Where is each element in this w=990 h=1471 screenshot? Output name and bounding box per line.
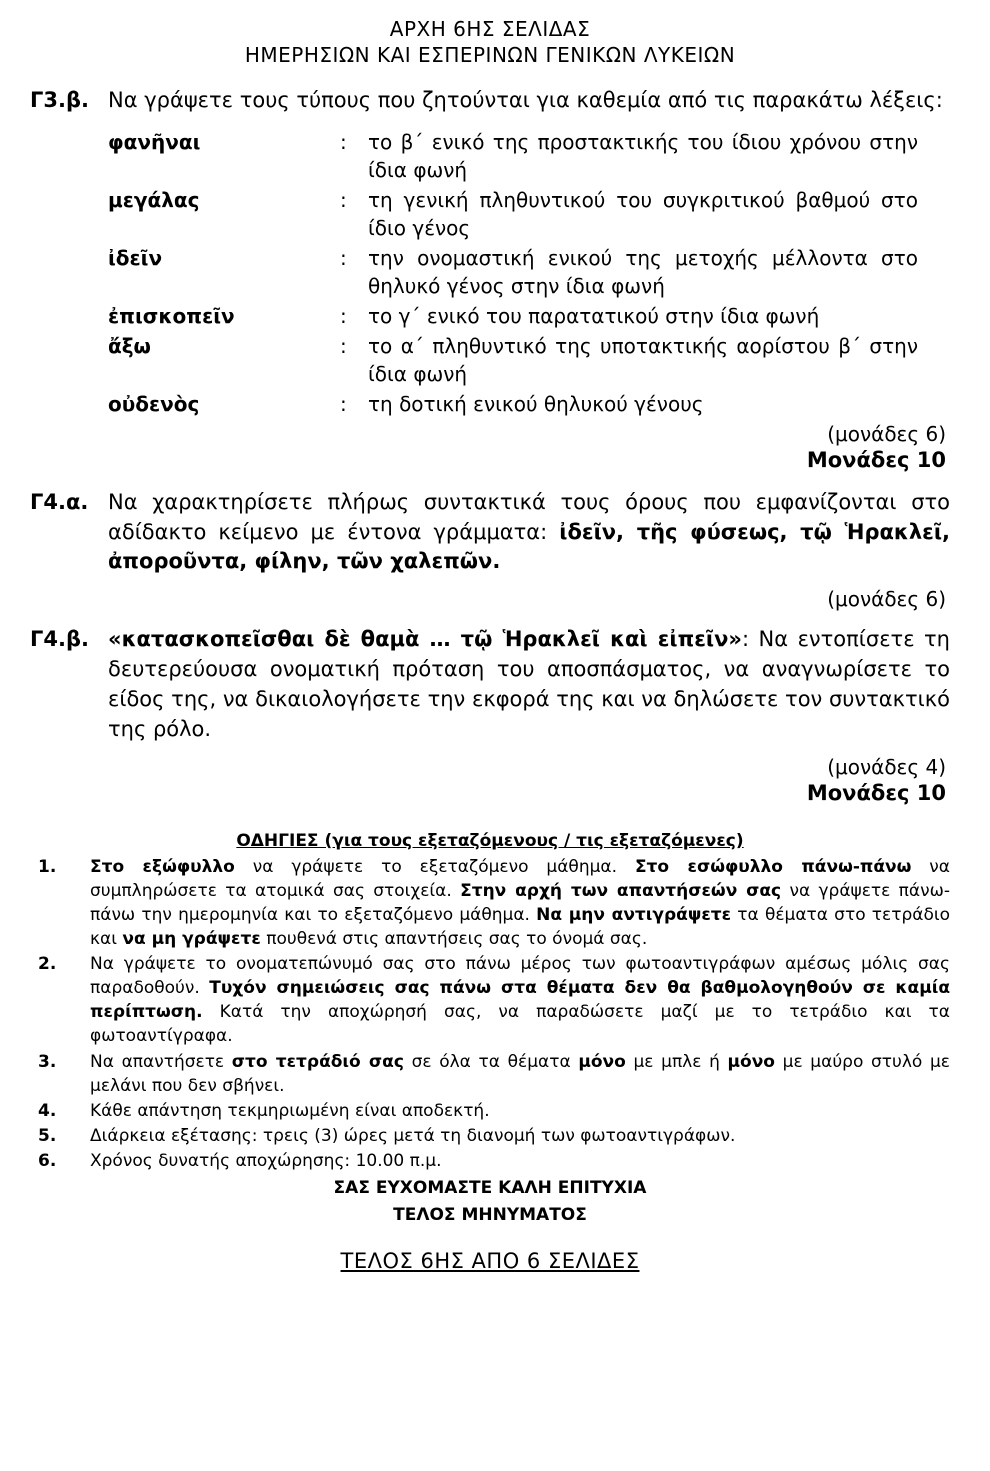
g4b-units: (μονάδες 4) [827, 754, 946, 779]
wordlist-description: το γ΄ ενικό του παρατατικού στην ίδια φωνή [368, 303, 820, 328]
wordlist-row [108, 332, 918, 390]
wordlist-description: τη γενική πληθυντικού του συγκριτικού βαθμού στο ίδιο γένος [368, 187, 918, 240]
instruction-fragment: με μπλε ή [625, 1051, 728, 1072]
question-g4a-body [108, 488, 950, 577]
instruction-fragment: Διάρκεια εξέτασης: τρεις (3) ώρες μετά τη διανομή των φωτοαντιγράφων. [90, 1125, 736, 1146]
instruction-item [30, 1050, 950, 1098]
question-g4a-bold-words: ἰδεῖν, τῆς φύσεως, τῷ Ἡρακλεῖ, ἀποροῦντα, φίλην, τῶν χαλεπῶν. [108, 519, 950, 574]
instruction-text [90, 1050, 950, 1098]
instruction-item [30, 855, 950, 952]
wordlist-colon: : [340, 187, 347, 212]
wordlist-word: φανῆναι [108, 129, 201, 154]
instruction-number: 4. [38, 1100, 57, 1121]
question-g4a-label: Γ4.α. [30, 489, 89, 514]
wordlist-colon: : [340, 129, 347, 154]
instruction-fragment: σε όλα τα θέματα [403, 1051, 579, 1072]
instruction-emphasis: να μη γράψετε [122, 928, 261, 949]
instruction-text [90, 1149, 950, 1173]
header-line-1: ΑΡΧΗ 6ΗΣ ΣΕΛΙΔΑΣ [389, 17, 591, 41]
wordlist-description: το β΄ ενικό της προστακτικής του ίδιου χρόνου στην ίδια φωνή [368, 129, 918, 182]
wordlist-colon: : [340, 245, 347, 270]
g3b-total: Μονάδες 10 [806, 447, 946, 472]
question-g3b-label: Γ3.β. [30, 88, 89, 112]
closing-end: ΤΕΛΟΣ ΜΗΝΥΜΑΤΟΣ [393, 1205, 587, 1226]
instruction-fragment: τα θέματα στο τετράδιο και [90, 904, 951, 949]
wordlist-colon: : [340, 333, 347, 358]
question-g4b [30, 625, 950, 744]
wordlist-row [108, 128, 918, 186]
instructions-list [30, 855, 950, 1174]
wordlist-row [108, 186, 918, 244]
instruction-emphasis: Να μην αντιγράψετε [536, 904, 732, 925]
wordlist-word: οὐδενὸς [108, 391, 200, 416]
instruction-fragment: να γράψετε πάνω-πάνω την ημερομηνία και το εξεταζόμενο μάθημα. [90, 880, 950, 925]
instruction-number: 6. [38, 1151, 57, 1171]
instruction-fragment: με μαύρο στυλό με μελάνι που δεν σβήνει. [90, 1051, 950, 1096]
instruction-emphasis: στο τετράδιό σας [231, 1051, 404, 1072]
instruction-fragment: Κατά την αποχώρησή σας, να παραδώσετε μαζί με το τετράδιο και τα φωτοαντίγραφα. [90, 1002, 950, 1047]
wordlist-description: την ονομαστική ενικού της μετοχής μέλλοντα στο θηλυκό γένος στην ίδια φωνή [368, 245, 918, 298]
instruction-item [30, 1149, 950, 1173]
instruction-fragment: πουθενά στις απαντήσεις σας το όνομά σας. [260, 928, 648, 949]
page-footer [30, 1249, 950, 1273]
wordlist-word: ἰδεῖν [108, 245, 163, 270]
g3b-units: (μονάδες 6) [827, 421, 946, 446]
instruction-number: 3. [38, 1051, 57, 1072]
instruction-fragment: Να γράψετε το ονοματεπώνυμό σας στο πάνω μέρος των φωτοαντιγράφων αμέσως μόλις σας παραδοθούν. [90, 954, 950, 999]
wordlist-description: τη δοτική ενικού θηλυκού γένους [368, 391, 704, 416]
instruction-text [90, 855, 950, 952]
instruction-text [90, 1099, 950, 1123]
wordlist-colon: : [340, 303, 347, 328]
wordlist-row [108, 302, 918, 332]
question-g4b-text: : Να εντοπίσετε τη δευτερεύουσα ονοματική πρόταση του αποσπάσματος, να αναγνωρίσετε το είδος της, να δικαιολογήσετε την εκφορά της και να δηλώσετε τον συντακτικό της ρόλο. [108, 627, 950, 741]
instruction-fragment: Να απαντήσετε [90, 1051, 232, 1072]
wordlist-description: το α΄ πληθυντικό της υποτακτικής αορίστου β΄ στην ίδια φωνή [368, 333, 918, 386]
instruction-item [30, 1099, 950, 1123]
question-g4a [30, 488, 950, 577]
question-g4b-body [108, 625, 950, 744]
instruction-fragment: Χρόνος δυνατής αποχώρησης: 10.00 π.μ. [90, 1151, 442, 1171]
g4a-units: (μονάδες 6) [827, 587, 946, 612]
instruction-fragment: να γράψετε το εξεταζόμενο μάθημα. [234, 856, 635, 877]
question-g3b [30, 86, 950, 116]
page-header [30, 16, 950, 68]
instruction-emphasis: Στο εξώφυλλο [90, 856, 235, 877]
question-g4b-quote: «κατασκοπεῖσθαι δὲ θαμὰ … τῷ Ἡρακλεῖ καὶ εἰπεῖν» [108, 627, 742, 652]
closing-wish: ΣΑΣ ΕΥΧΟΜΑΣΤΕ ΚΑΛΗ ΕΠΙΤΥΧΙΑ [333, 1178, 647, 1199]
instruction-fragment: να συμπληρώσετε τα ατομικά σας στοιχεία. [90, 856, 950, 901]
instruction-text [90, 1124, 950, 1148]
wordlist-word: ἐπισκοπεῖν [108, 303, 235, 328]
instruction-number: 1. [38, 856, 57, 877]
instructions-title: ΟΔΗΓΙΕΣ (για τους εξεταζόμενους / τις εξεταζόμενες) [236, 830, 744, 851]
wordlist-word: μεγάλας [108, 187, 200, 212]
g4b-total: Μονάδες 10 [806, 780, 946, 805]
instruction-item [30, 1124, 950, 1148]
instruction-emphasis: μόνο [727, 1051, 775, 1072]
footer-text: ΤΕΛΟΣ 6ΗΣ ΑΠΟ 6 ΣΕΛΙΔΕΣ [340, 1249, 640, 1273]
instruction-text [90, 952, 950, 1049]
instruction-number: 5. [38, 1125, 57, 1146]
wordlist-colon: : [340, 391, 347, 416]
instruction-emphasis: μόνο [578, 1051, 626, 1072]
instruction-fragment: Κάθε απάντηση τεκμηριωμένη είναι αποδεκτή. [90, 1100, 490, 1121]
question-g4a-text: Να χαρακτηρίσετε πλήρως συντακτικά τους όρους που εμφανίζονται στο αδίδακτο κείμενο με έντονα γράμματα: [108, 489, 950, 544]
instruction-emphasis: Τυχόν σημειώσεις σας πάνω στα θέματα δεν θα βαθμολογηθούν σε καμία περίπτωση. [90, 978, 951, 1023]
instruction-item [30, 952, 950, 1049]
wordlist-word: ἄξω [108, 333, 151, 358]
wordlist-row [108, 244, 918, 302]
question-g4b-label: Γ4.β. [30, 627, 89, 652]
question-g3b-prompt: Να γράψετε τους τύπους που ζητούνται για καθεμία από τις παρακάτω λέξεις: [108, 88, 943, 112]
instruction-emphasis: Στο εσώφυλλο πάνω-πάνω [634, 856, 912, 877]
g3b-word-list [108, 128, 918, 420]
header-line-2: ΗΜΕΡΗΣΙΩΝ ΚΑΙ ΕΣΠΕΡΙΝΩΝ ΓΕΝΙΚΩΝ ΛΥΚΕΙΩΝ [244, 43, 736, 67]
instruction-number: 2. [38, 954, 57, 974]
instruction-emphasis: Στην αρχή των απαντήσεών σας [460, 880, 782, 901]
wordlist-row [108, 390, 918, 420]
